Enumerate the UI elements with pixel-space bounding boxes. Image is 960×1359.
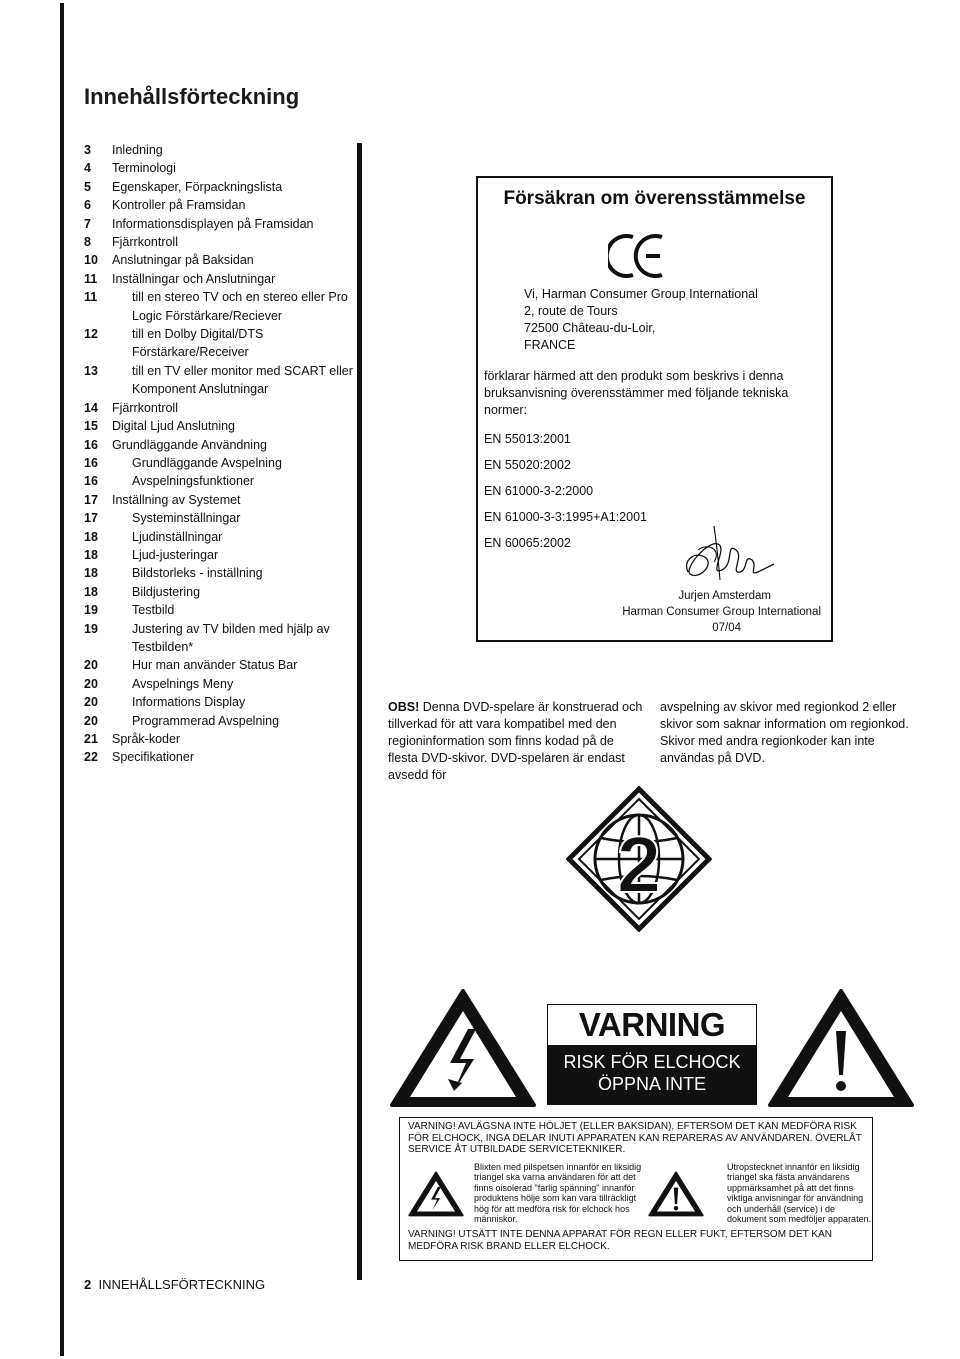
center-rule	[357, 143, 362, 1280]
toc-entry	[84, 454, 354, 472]
toc-entry	[84, 472, 354, 490]
varning-title: VARNING	[578, 1006, 726, 1043]
toc-page-number: 20	[84, 713, 98, 728]
toc-page-number: 19	[84, 603, 98, 618]
toc-page-number: 17	[84, 511, 98, 526]
address-line: 72500 Château-du-Loir,	[524, 321, 656, 335]
toc-entry	[84, 528, 354, 546]
obs-text: Denna DVD-spelare är konstruerad och tillverkad för att vara kompatibel med den regioninformation som finns kodad på de flesta DVD-skivor. DVD-spelaren är endast avsedd för	[388, 700, 643, 782]
toc-page-number: 20	[84, 695, 98, 710]
region-code: 2	[616, 820, 662, 909]
toc-page-number: 20	[84, 658, 98, 673]
toc-page-number: 5	[84, 179, 91, 194]
toc-entry	[84, 436, 354, 454]
toc-page-number: 7	[84, 216, 91, 231]
toc-entry-text: Grundläggande Avspelning	[132, 455, 282, 470]
norm-item: EN 60065:2002	[484, 536, 571, 550]
toc-page-number: 20	[84, 676, 98, 691]
norm-item: EN 55013:2001	[484, 432, 571, 446]
exclamation-caption: Utropstecknet innanför en liksidig triangel ska fästa användarens uppmärksamhet på att det finns viktiga anvisningar för användning och underhåll (service) i de dokument som medföljer apparaten.	[727, 1162, 872, 1225]
toc-entry-text: Digital Ljud Anslutning	[112, 419, 235, 434]
toc-page-number: 21	[84, 732, 98, 746]
toc-page-number: 11	[84, 290, 98, 305]
varning-subtitle	[548, 1045, 756, 1104]
toc-entry-text: Inställningar och Anslutningar	[112, 271, 276, 286]
toc-entry-text: Kontroller på Framsidan	[112, 198, 246, 213]
declaration-box	[476, 176, 833, 642]
toc-entry-text: Justering av TV bilden med hjälp av Testbilden*	[132, 621, 330, 654]
exclamation-small-icon	[648, 1170, 704, 1218]
lightning-caption: Blixten med pilspetsen innanför en liksidig triangel ska varna användaren för att det finns oisolerad "farlig spänning" innanför produktens hölje som kan vara tillräckligt hög för att medföra risk för elchock hos människor.	[474, 1162, 642, 1225]
norm-item: EN 55020:2002	[484, 458, 571, 472]
toc-entry-text: Anslutningar på Baksidan	[112, 253, 254, 268]
page-footer	[84, 1277, 265, 1292]
toc-entry-text: till en Dolby Digital/DTS Förstärkare/Receiver	[132, 327, 264, 360]
toc-entry-text: Fjärrkontroll	[112, 235, 178, 250]
toc-page-number: 12	[84, 327, 98, 342]
exclamation-warning-icon	[766, 987, 916, 1109]
toc-entry-text: Grundläggande Användning	[112, 437, 267, 452]
signature-image	[678, 520, 778, 586]
toc-entry-text: till en stereo TV och en stereo eller Pro Logic Förstärkare/Reciever	[132, 290, 348, 323]
ce-mark-icon	[608, 232, 666, 280]
toc-page-number: 18	[84, 529, 98, 544]
toc-entry	[84, 693, 354, 711]
obs-note-right: avspelning av skivor med regionkod 2 eller skivor som saknar information om regionkod. Skivor med andra regionkoder kan inte användas på DVD.	[660, 700, 909, 765]
page-title: Innehållsförteckning	[84, 84, 300, 109]
declaration-title: Försäkran om överensstämmelse	[503, 188, 806, 209]
toc-entry-text: Inställning av Systemet	[112, 492, 241, 507]
toc-page-number: 10	[84, 253, 98, 268]
toc-entry-text: Egenskaper, Förpackningslista	[112, 179, 283, 194]
declaration-address	[524, 286, 758, 354]
toc-page-number: 3	[84, 143, 91, 157]
toc-page-number: 16	[84, 474, 98, 489]
toc-entry-text: Systeminställningar	[132, 511, 241, 526]
warning-notice-box	[399, 1117, 873, 1261]
toc-entry	[84, 656, 354, 674]
toc-entry	[84, 288, 354, 325]
toc-entry-text: Bildjustering	[132, 584, 201, 599]
toc-entry	[84, 270, 354, 288]
toc-entry-text: till en TV eller monitor med SCART eller Komponent Anslutningar	[132, 363, 353, 397]
toc-page-number: 15	[84, 419, 98, 434]
address-line: FRANCE	[524, 338, 576, 352]
warning-notice-bottom: VARNING! UTSÄTT INTE DENNA APPARAT FÖR REGN ELLER FUKT, EFTERSOM DET KAN MEDFÖRA RISK BRAND ELLER ELCHOCK.	[408, 1229, 832, 1252]
toc-page-number: 4	[84, 161, 91, 176]
toc-entry-text: Informations Display	[132, 695, 246, 710]
varning-label	[547, 1004, 757, 1105]
toc-page-number: 16	[84, 455, 98, 470]
toc-entry-text: Avspelnings Meny	[132, 676, 234, 691]
toc-page-number: 19	[84, 621, 98, 636]
footer-label: INNEHÅLLSFÖRTECKNING	[98, 1277, 266, 1292]
toc-entry	[84, 178, 354, 196]
lightning-small-icon	[408, 1170, 464, 1218]
varning-line: RISK FÖR ELCHOCK	[563, 1052, 741, 1072]
address-line: Vi, Harman Consumer Group International	[524, 287, 758, 301]
toc-entry	[84, 509, 354, 527]
toc-entry-text: Testbild	[132, 603, 175, 618]
toc-entry	[84, 399, 354, 417]
norm-item: EN 61000-3-2:2000	[484, 484, 594, 498]
toc-entry	[84, 233, 354, 251]
toc-entry	[84, 417, 354, 435]
toc-entry	[84, 159, 354, 177]
toc-entry-text: Ljud-justeringar	[132, 547, 219, 562]
declaration-intro: förklarar härmed att den produkt som beskrivs i denna bruksanvisning överensstämmer med följande tekniska normer:	[484, 369, 789, 417]
obs-note-left	[388, 699, 646, 784]
toc-entry	[84, 325, 354, 362]
toc-page-number: 17	[84, 492, 98, 507]
toc-entry-text: Informationsdisplayen på Framsidan	[112, 216, 314, 231]
toc-entry	[84, 712, 354, 730]
address-line: 2, route de Tours	[524, 304, 618, 318]
toc-page-number: 13	[84, 363, 98, 378]
toc-entry	[84, 601, 354, 619]
toc-entry-text: Programmerad Avspelning	[132, 713, 280, 728]
toc-entry-text: Terminologi	[112, 161, 176, 176]
toc-entry	[84, 196, 354, 214]
toc-entry-text: Specifikationer	[112, 750, 194, 765]
toc-entry	[84, 564, 354, 582]
left-rule	[60, 3, 64, 1356]
toc-page-number: 11	[84, 271, 98, 286]
toc-entry	[84, 362, 354, 399]
toc-page-number: 18	[84, 547, 98, 562]
signer-name: Jurjen Amsterdam	[678, 590, 771, 602]
toc-entry-text: Bildstorleks - inställning	[132, 566, 263, 581]
toc-entry	[84, 491, 354, 509]
norm-item: EN 61000-3-3:1995+A1:2001	[484, 510, 647, 524]
toc-entry-text: Språk-koder	[112, 732, 181, 746]
varning-line: ÖPPNA INTE	[597, 1074, 707, 1094]
toc-entry-text: Hur man använder Status Bar	[132, 658, 298, 673]
lightning-warning-icon	[388, 987, 538, 1109]
signer-company: Harman Consumer Group International	[622, 606, 821, 618]
toc-entry-text: Ljudinställningar	[132, 529, 223, 544]
page-number: 2	[84, 1277, 92, 1292]
warning-notice-top: VARNING! AVLÄGSNA INTE HÖLJET (ELLER BAKSIDAN), EFTERSOM DET KAN MEDFÖRA RISK FÖR ELCHOCK, INGA DELAR INUTI APPARATEN KAN REPARERAS AV ANVÄNDAREN. ÖVERLÅT SERVICE ÅT UTBILDADE SERVICETEKNIKER.	[408, 1121, 862, 1155]
toc-entry	[84, 215, 354, 233]
toc-entry	[84, 675, 354, 693]
toc-entry-text: Fjärrkontroll	[112, 400, 178, 415]
toc-entry	[84, 583, 354, 601]
toc-page-number: 16	[84, 437, 98, 452]
declaration-date: 07/04	[712, 622, 741, 634]
toc-page-number: 22	[84, 750, 98, 765]
table-of-contents	[84, 141, 354, 767]
toc-entry	[84, 251, 354, 269]
toc-page-number: 14	[84, 400, 98, 415]
region-code-icon	[566, 786, 712, 932]
toc-page-number: 18	[84, 566, 98, 581]
toc-entry	[84, 546, 354, 564]
declaration-signer	[478, 588, 821, 636]
toc-entry	[84, 141, 354, 159]
toc-page-number: 6	[84, 198, 91, 213]
toc-entry	[84, 748, 354, 766]
toc-entry-text: Avspelningsfunktioner	[132, 474, 255, 489]
toc-entry-text: Inledning	[112, 143, 163, 157]
toc-entry	[84, 620, 354, 657]
toc-page-number: 8	[84, 235, 91, 250]
toc-page-number: 18	[84, 584, 98, 599]
obs-label: OBS!	[388, 700, 420, 714]
toc-entry	[84, 730, 354, 748]
